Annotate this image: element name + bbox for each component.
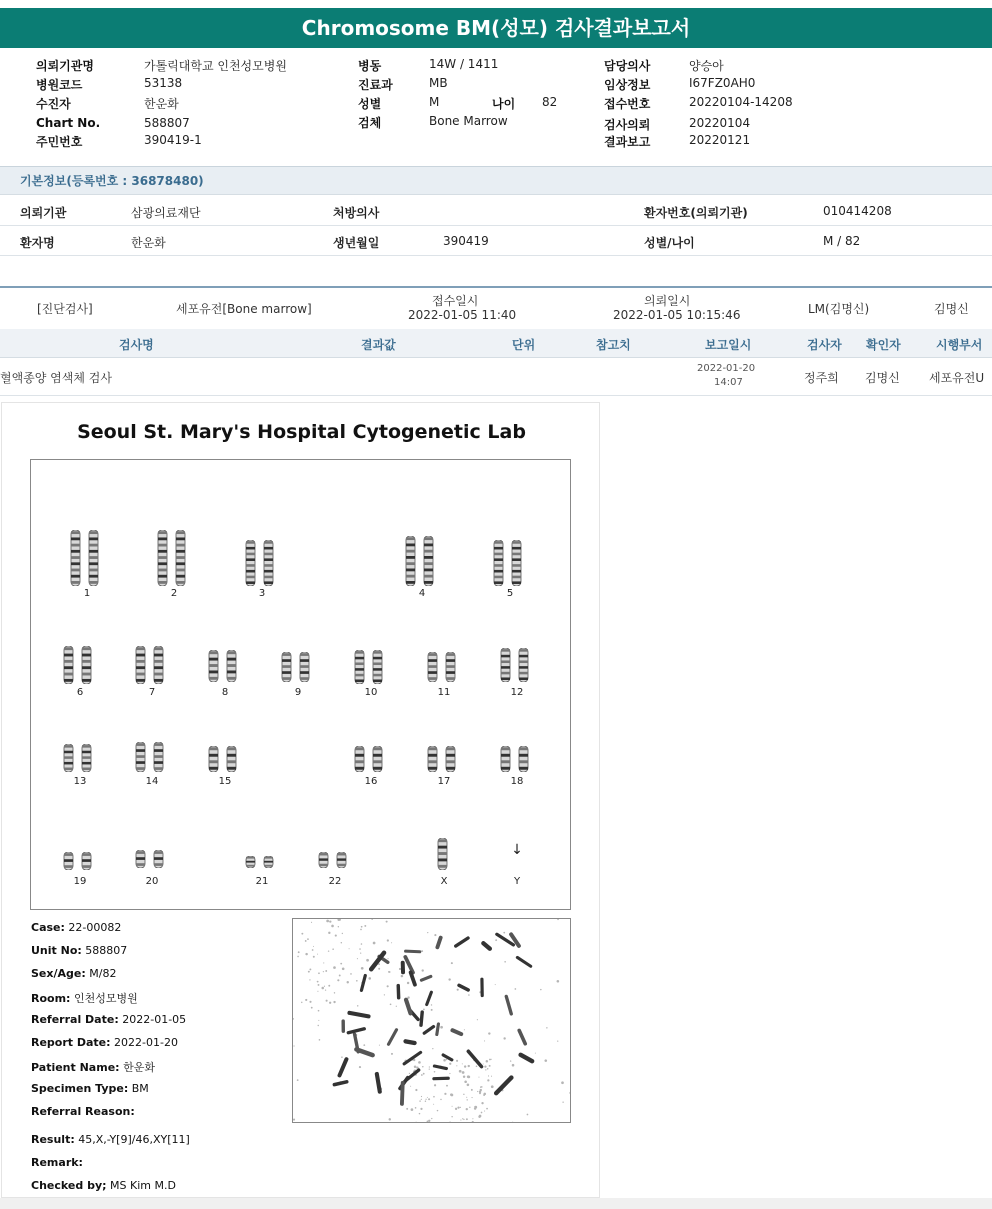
- value-specimen: Bone Marrow: [429, 114, 508, 128]
- chromosome-label-7: 7: [148, 687, 156, 698]
- label-resident-no: 주민번호: [36, 135, 83, 149]
- label-hospital-code: 병원코드: [36, 78, 83, 92]
- chromosome-pair-15: [204, 746, 246, 772]
- label-patient-id: 환자번호(의뢰기관): [644, 206, 748, 220]
- chromosome-pair-13: [59, 744, 101, 772]
- row-dept: 세포유전U: [929, 371, 985, 385]
- chromosome-pair-3: [234, 540, 290, 586]
- label-sex: 성별: [358, 97, 382, 111]
- meta-patient-name: Patient Name: 한운화: [31, 1061, 155, 1074]
- col-dept[interactable]: 시행부서: [936, 338, 983, 352]
- chromosome-pair-19: [59, 852, 101, 870]
- exam-doctor: 김명신: [934, 302, 969, 316]
- chromosome-pair-8: [204, 650, 246, 682]
- exam-dept: 세포유전[Bone marrow]: [176, 302, 312, 316]
- value-birthdate: 390419: [443, 234, 489, 248]
- lm-doctor: LM(김명신): [808, 302, 870, 316]
- metaphase-spread-picture: [293, 919, 571, 1123]
- value-patient: 한운화: [144, 97, 179, 111]
- receipt-label: 접수일시: [432, 294, 479, 308]
- label-result-date: 결과보고: [604, 135, 651, 149]
- meta-remark: Remark:: [31, 1156, 83, 1169]
- label-attending: 담당의사: [604, 59, 651, 73]
- page-footer-strip: [0, 1198, 992, 1209]
- chromosome-pair-2: [140, 530, 208, 586]
- col-confirmer[interactable]: 확인자: [866, 338, 901, 352]
- chromosome-label-12: 12: [510, 687, 524, 698]
- label-department: 진료과: [358, 78, 393, 92]
- row-report-time: 14:07: [714, 377, 743, 388]
- meta-referral-date: Referral Date: 2022-01-05: [31, 1013, 187, 1026]
- basic-info-row: [0, 196, 992, 226]
- meta-unit-no: Unit No: 588807: [31, 944, 128, 957]
- value-patient-id: 010414208: [823, 204, 892, 218]
- basic-info-row: [0, 226, 992, 256]
- value-patient-name: 한운화: [131, 236, 166, 250]
- chromosome-label-8: 8: [221, 687, 229, 698]
- chromosome-pair-12: [495, 648, 539, 682]
- chromosome-label-Y: Y: [513, 876, 521, 887]
- meta-report-date: Report Date: 2022-01-20: [31, 1036, 178, 1049]
- col-report-date[interactable]: 보고일시: [705, 338, 752, 352]
- meta-sex-age: Sex/Age: M/82: [31, 967, 117, 980]
- lab-title: Seoul St. Mary's Hospital Cytogenetic Lab: [77, 421, 526, 443]
- label-age: 나이: [492, 97, 516, 111]
- exam-type: [진단검사]: [37, 302, 93, 316]
- chromosome-pair-10: [349, 650, 393, 684]
- chromosome-label-15: 15: [218, 776, 232, 787]
- value-request-date: 20220104: [689, 116, 751, 130]
- karyogram: [30, 459, 571, 910]
- chromosome-pair-X: [423, 838, 465, 870]
- value-sex-age: M / 82: [823, 234, 861, 248]
- meta-checked-by: Checked by; MS Kim M.D: [31, 1179, 176, 1192]
- chromosome-label-14: 14: [145, 776, 159, 787]
- chromosome-pair-14: [131, 742, 173, 772]
- value-result-date: 20220121: [689, 133, 751, 147]
- row-confirmer: 김명신: [865, 371, 900, 385]
- value-hospital-code: 53138: [144, 76, 183, 90]
- value-department: MB: [429, 76, 448, 90]
- meta-referral-reason: Referral Reason:: [31, 1105, 135, 1118]
- chromosome-label-18: 18: [510, 776, 524, 787]
- row-tester: 정주희: [804, 371, 839, 385]
- basic-info-bar: 기본정보(등록번호 : 36878480): [0, 166, 992, 195]
- label-requesting-org: 의뢰기관명: [36, 59, 94, 73]
- chromosome-label-11: 11: [437, 687, 451, 698]
- label-receipt-no: 접수번호: [604, 97, 651, 111]
- value-receipt-no: 20220104-14208: [689, 95, 793, 109]
- chromosome-label-9: 9: [294, 687, 302, 698]
- col-result[interactable]: 결과값: [361, 338, 396, 352]
- value-sex: M: [429, 95, 440, 109]
- label-org: 의뢰기관: [20, 206, 67, 220]
- chromosome-label-10: 10: [364, 687, 378, 698]
- chromosome-label-22: 22: [328, 876, 342, 887]
- chromosome-pair-21: [241, 856, 283, 868]
- result-table-header: [0, 329, 992, 358]
- label-clinical-info: 임상정보: [604, 78, 651, 92]
- table-row[interactable]: [0, 358, 992, 396]
- chromosome-label-3: 3: [258, 588, 266, 599]
- metaphase-image: [292, 918, 571, 1123]
- value-org: 삼광의료재단: [131, 206, 201, 220]
- chromosome-label-21: 21: [255, 876, 269, 887]
- label-specimen: 검체: [358, 116, 382, 130]
- label-chart-no: Chart No.: [36, 116, 101, 130]
- meta-specimen-type: Specimen Type: BM: [31, 1082, 149, 1095]
- chromosome-pair-17: [423, 746, 465, 772]
- col-reference[interactable]: 참고치: [596, 338, 631, 352]
- chromosome-label-1: 1: [83, 588, 91, 599]
- chromosome-label-2: 2: [170, 588, 178, 599]
- meta-room: Room: 인천성모병원: [31, 992, 138, 1005]
- meta-result: Result: 45,X,-Y[9]/46,XY[11]: [31, 1133, 190, 1146]
- receipt-datetime: 2022-01-05 11:40: [408, 308, 517, 322]
- chromosome-label-16: 16: [364, 776, 378, 787]
- chromosome-label-19: 19: [73, 876, 87, 887]
- chromosome-label-5: 5: [506, 588, 514, 599]
- value-age: 82: [542, 95, 558, 109]
- row-report-date: 2022-01-20: [697, 363, 756, 374]
- chromosome-pair-6: [56, 646, 104, 684]
- chromosome-label-20: 20: [145, 876, 159, 887]
- value-attending: 양승아: [689, 59, 724, 73]
- chromosome-label-13: 13: [73, 776, 87, 787]
- report-title: Chromosome BM(성모) 검사결과보고서: [0, 8, 992, 48]
- col-unit[interactable]: 단위: [512, 338, 536, 352]
- request-label: 의뢰일시: [644, 294, 691, 308]
- label-prescriber: 처방의사: [333, 206, 380, 220]
- chromosome-pair-22: [314, 852, 356, 868]
- label-patient-name: 환자명: [20, 236, 55, 250]
- label-ward: 병동: [358, 59, 382, 73]
- chromosome-pair-11: [423, 652, 465, 682]
- chromosome-label-6: 6: [76, 687, 84, 698]
- label-patient: 수진자: [36, 97, 71, 111]
- value-ward: 14W / 1411: [429, 57, 499, 71]
- chromosome-pair-4: [391, 536, 453, 586]
- chromosome-label-17: 17: [437, 776, 451, 787]
- chromosome-label-X: X: [440, 876, 448, 887]
- col-test-name[interactable]: 검사명: [119, 338, 154, 352]
- label-birthdate: 생년월일: [333, 236, 380, 250]
- chromosome-pair-7: [128, 646, 176, 684]
- y-missing-arrow-icon: ↓: [511, 842, 523, 858]
- chromosome-pair-9: [277, 652, 319, 682]
- col-tester[interactable]: 검사자: [807, 338, 842, 352]
- chromosome-pair-18: [496, 746, 538, 772]
- value-clinical-info: I67FZ0AH0: [689, 76, 756, 90]
- value-chart-no: 588807: [144, 116, 190, 130]
- chromosome-pair-1: [53, 530, 121, 586]
- request-datetime: 2022-01-05 10:15:46: [613, 308, 741, 322]
- label-sex-age: 성별/나이: [644, 236, 695, 250]
- row-test-name: 혈액종양 염색체 검사: [0, 371, 112, 385]
- value-resident-no: 390419-1: [144, 133, 202, 147]
- value-requesting-org: 가톨릭대학교 인천성모병원: [144, 59, 287, 73]
- karyotype-report: [1, 402, 600, 1198]
- meta-case: Case: 22-00082: [31, 921, 122, 934]
- chromosome-pair-5: [482, 540, 538, 586]
- chromosome-pair-20: [131, 850, 173, 868]
- label-request-date: 검사의뢰: [604, 118, 651, 132]
- chromosome-pair-16: [350, 746, 392, 772]
- chromosome-label-4: 4: [418, 588, 426, 599]
- exam-row[interactable]: [0, 286, 992, 328]
